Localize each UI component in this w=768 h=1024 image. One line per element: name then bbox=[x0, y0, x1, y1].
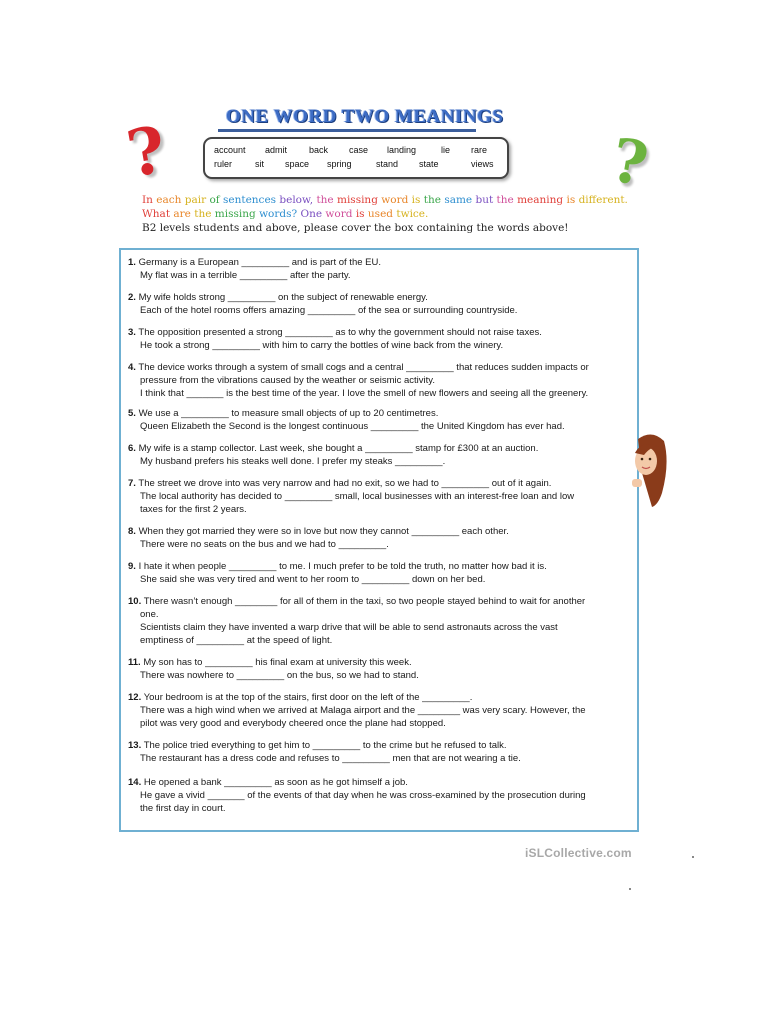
question-number: 10. bbox=[128, 596, 142, 607]
instruction-line-2: What are the missing words? One word is used twice. bbox=[142, 208, 429, 220]
question-text: My flat was in a terrible _________ after the party. bbox=[140, 270, 351, 281]
question-text: taxes for the first 2 years. bbox=[140, 504, 247, 515]
word-box-word: sit bbox=[255, 159, 264, 169]
question-line bbox=[128, 560, 633, 573]
question-line bbox=[128, 776, 633, 789]
speck bbox=[629, 888, 631, 890]
speck bbox=[692, 856, 694, 858]
question-line bbox=[128, 420, 633, 433]
question-item bbox=[128, 776, 633, 815]
question-text: The opposition presented a strong _________ as to why the government should not raise taxes. bbox=[138, 327, 542, 338]
question-line bbox=[128, 789, 633, 802]
question-text: The local authority has decided to _________ small, local businesses with an interest-free loan and low bbox=[140, 491, 575, 502]
word-box-word: views bbox=[471, 159, 494, 169]
question-text: There was nowhere to _________ on the bus, so we had to stand. bbox=[140, 670, 419, 681]
question-line bbox=[128, 704, 633, 717]
question-line bbox=[128, 291, 633, 304]
instruction-line-3: B2 levels students and above, please cover the box containing the words above! bbox=[142, 222, 569, 234]
question-text: Each of the hotel rooms offers amazing _________ of the sea or surrounding countryside. bbox=[140, 305, 518, 316]
question-line bbox=[128, 256, 633, 269]
word-box-word: admit bbox=[265, 145, 288, 155]
question-number: 7. bbox=[128, 478, 136, 489]
question-text: He took a strong _________ with him to carry the bottles of wine back from the winery. bbox=[140, 340, 504, 351]
page-title: ONE WORD TWO MEANINGS bbox=[226, 106, 504, 127]
question-item bbox=[128, 326, 633, 352]
question-line bbox=[128, 669, 633, 682]
question-line bbox=[128, 717, 633, 730]
question-text: I think that _______ is the best time of the year. I love the smell of new flowers and seeing all the greenery. bbox=[140, 388, 589, 399]
question-text: Your bedroom is at the top of the stairs, first door on the left of the _________. bbox=[143, 692, 473, 703]
word-box-word: back bbox=[309, 145, 329, 155]
word-box-word: state bbox=[419, 159, 439, 169]
question-text: Germany is a European _________ and is part of the EU. bbox=[138, 257, 381, 268]
question-text: The street we drove into was very narrow and had no exit, so we had to _________ out of it again. bbox=[138, 478, 552, 489]
question-line bbox=[128, 361, 633, 374]
question-line bbox=[128, 477, 633, 490]
question-line bbox=[128, 326, 633, 339]
word-box-word: account bbox=[214, 145, 246, 155]
question-line bbox=[128, 634, 633, 647]
question-line bbox=[128, 525, 633, 538]
question-text: one. bbox=[140, 609, 159, 620]
question-line bbox=[128, 407, 633, 420]
question-text: Queen Elizabeth the Second is the longest continuous _________ the United Kingdom has ever had. bbox=[140, 421, 565, 432]
question-text: My husband prefers his steaks well done. I prefer my steaks _________. bbox=[140, 456, 446, 467]
word-box bbox=[203, 137, 509, 179]
word-box-word: ruler bbox=[214, 159, 233, 169]
question-item bbox=[128, 256, 633, 282]
question-item bbox=[128, 739, 633, 765]
question-text: My wife holds strong _________ on the subject of renewable energy. bbox=[138, 292, 428, 303]
question-text: He gave a vivid _______ of the events of that day when he was cross-examined by the prosecution during bbox=[140, 790, 586, 801]
question-text: pressure from the vibrations caused by the weather or seismic activity. bbox=[140, 375, 435, 386]
question-item bbox=[128, 525, 633, 551]
question-line bbox=[128, 442, 633, 455]
question-line bbox=[128, 503, 633, 516]
question-text: My son has to _________ his final exam at university this week. bbox=[143, 657, 412, 668]
question-number: 1. bbox=[128, 257, 136, 268]
question-number: 8. bbox=[128, 526, 136, 537]
question-line bbox=[128, 573, 633, 586]
question-text: Scientists claim they have invented a warp drive that will be able to send astronauts across the vast bbox=[140, 622, 558, 633]
question-number: 3. bbox=[128, 327, 136, 338]
word-box-word: landing bbox=[387, 145, 417, 155]
question-line bbox=[128, 656, 633, 669]
question-text: There were no seats on the bus and we had to _________. bbox=[140, 539, 389, 550]
question-text: I hate it when people _________ to me. I much prefer to be told the truth, no matter how bad it is. bbox=[138, 561, 547, 572]
question-item bbox=[128, 407, 633, 433]
question-mark-green-icon: ? bbox=[606, 125, 653, 201]
girl-peeking-icon bbox=[632, 433, 668, 509]
question-number: 5. bbox=[128, 408, 136, 419]
question-line bbox=[128, 802, 633, 815]
question-number: 14. bbox=[128, 777, 142, 788]
question-item bbox=[128, 477, 633, 516]
question-line bbox=[128, 387, 633, 400]
word-box-word: lie bbox=[441, 145, 451, 155]
question-number: 2. bbox=[128, 292, 136, 303]
word-box-word: spring bbox=[327, 159, 352, 169]
question-text: When they got married they were so in love but now they cannot _________ each other. bbox=[138, 526, 509, 537]
question-line bbox=[128, 374, 633, 387]
question-item bbox=[128, 291, 633, 317]
question-mark-red-icon: ? bbox=[121, 112, 172, 193]
question-number: 6. bbox=[128, 443, 136, 454]
question-line bbox=[128, 339, 633, 352]
question-text: She said she was very tired and went to her room to _________ down on her bed. bbox=[140, 574, 486, 585]
question-line bbox=[128, 752, 633, 765]
question-item bbox=[128, 691, 633, 730]
question-text: We use a _________ to measure small objects of up to 20 centimetres. bbox=[138, 408, 439, 419]
question-line bbox=[128, 538, 633, 551]
question-number: 13. bbox=[128, 740, 142, 751]
question-line bbox=[128, 691, 633, 704]
question-line bbox=[128, 455, 633, 468]
word-box-word: space bbox=[285, 159, 310, 169]
question-line bbox=[128, 304, 633, 317]
question-item bbox=[128, 595, 633, 647]
question-line bbox=[128, 621, 633, 634]
question-text: There wasn’t enough ________ for all of them in the taxi, so two people stayed behind to wait for another bbox=[143, 596, 586, 607]
question-line bbox=[128, 269, 633, 282]
question-text: emptiness of _________ at the speed of light. bbox=[140, 635, 333, 646]
question-number: 12. bbox=[128, 692, 142, 703]
question-line bbox=[128, 595, 633, 608]
question-text: pilot was very good and everybody cheered once the plane had stopped. bbox=[140, 718, 446, 729]
question-number: 9. bbox=[128, 561, 136, 572]
word-box-word: rare bbox=[471, 145, 488, 155]
question-item bbox=[128, 361, 633, 400]
question-text: My wife is a stamp collector. Last week, she bought a _________ stamp for £300 at an auction. bbox=[138, 443, 539, 454]
question-line bbox=[128, 739, 633, 752]
question-item bbox=[128, 560, 633, 586]
question-line bbox=[128, 490, 633, 503]
question-text: He opened a bank _________ as soon as he got himself a job. bbox=[143, 777, 408, 788]
question-number: 11. bbox=[128, 657, 141, 668]
question-line bbox=[128, 608, 633, 621]
question-item bbox=[128, 442, 633, 468]
instruction-line-1: In each pair of sentences below, the missing word is the same but the meaning is different. bbox=[142, 194, 628, 206]
watermark: iSLCollective.com bbox=[525, 846, 632, 860]
question-number: 4. bbox=[128, 362, 136, 373]
question-text: The device works through a system of small cogs and a central _________ that reduces sudden impacts or bbox=[138, 362, 589, 373]
question-text: There was a high wind when we arrived at Malaga airport and the ________ was very scary. However, the bbox=[140, 705, 586, 716]
question-text: The restaurant has a dress code and refuses to _________ men that are not wearing a tie. bbox=[140, 753, 521, 764]
question-text: The police tried everything to get him to _________ to the crime but he refused to talk. bbox=[143, 740, 507, 751]
question-item bbox=[128, 656, 633, 682]
word-box-word: case bbox=[349, 145, 369, 155]
title-underline bbox=[218, 129, 476, 132]
word-box-word: stand bbox=[376, 159, 399, 169]
question-text: the first day in court. bbox=[140, 803, 226, 814]
